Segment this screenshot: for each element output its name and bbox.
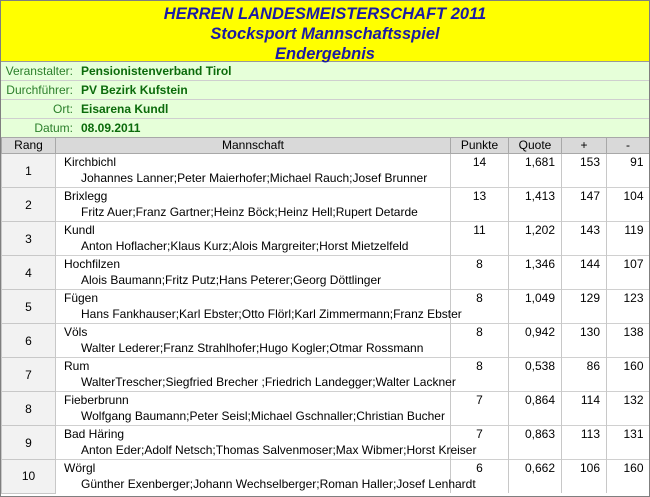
rank-cell: 5 — [2, 290, 56, 324]
empty-cell — [607, 272, 650, 290]
team-name: Brixlegg — [56, 188, 451, 205]
empty-cell — [607, 442, 650, 460]
plus-cell: 153 — [562, 154, 607, 171]
quota-cell: 0,662 — [509, 460, 562, 477]
event-info — [1, 61, 649, 137]
team-name: Fügen — [56, 290, 451, 307]
empty-cell — [509, 340, 562, 358]
empty-cell — [607, 340, 650, 358]
points-cell: 14 — [451, 154, 509, 171]
players-row — [2, 408, 650, 426]
players-row — [2, 238, 650, 256]
minus-cell: 131 — [607, 426, 650, 443]
quota-cell: 0,538 — [509, 358, 562, 375]
empty-cell — [607, 408, 650, 426]
rank-cell: 7 — [2, 358, 56, 392]
empty-cell — [451, 374, 509, 392]
plus-cell: 114 — [562, 392, 607, 409]
empty-cell — [562, 238, 607, 256]
players-list: Fritz Auer;Franz Gartner;Heinz Böck;Heinz Hell;Rupert Detarde — [81, 205, 418, 219]
rank-cell: 2 — [2, 188, 56, 222]
table-row — [2, 392, 650, 409]
empty-cell — [562, 306, 607, 324]
players-list: Johannes Lanner;Peter Maierhofer;Michael Rauch;Josef Brunner — [81, 171, 428, 185]
rank-cell: 4 — [2, 256, 56, 290]
quota-cell: 1,346 — [509, 256, 562, 273]
players-row — [2, 442, 650, 460]
empty-cell — [509, 442, 562, 460]
team-name: Völs — [56, 324, 451, 341]
empty-cell — [562, 408, 607, 426]
points-cell: 6 — [451, 460, 509, 477]
empty-cell — [607, 170, 650, 188]
team-name: Bad Häring — [56, 426, 451, 443]
minus-cell: 138 — [607, 324, 650, 341]
info-value: Pensionistenverband Tirol — [81, 64, 232, 78]
empty-cell — [562, 442, 607, 460]
empty-cell — [451, 238, 509, 256]
info-value: Eisarena Kundl — [81, 102, 169, 116]
players-row — [2, 272, 650, 290]
info-label: Durchführer: — [6, 83, 73, 97]
minus-cell: 123 — [607, 290, 650, 307]
title-banner — [1, 1, 649, 61]
empty-cell — [509, 306, 562, 324]
quota-cell: 1,413 — [509, 188, 562, 205]
column-header-minus: - — [607, 138, 650, 154]
title-line-1: HERREN LANDESMEISTERSCHAFT 2011 — [163, 5, 487, 23]
plus-cell: 113 — [562, 426, 607, 443]
table-row — [2, 460, 650, 477]
players-list: Wolfgang Baumann;Peter Seisl;Michael Gschnaller;Christian Bucher — [81, 409, 445, 423]
points-cell: 8 — [451, 358, 509, 375]
empty-cell — [562, 476, 607, 493]
table-row — [2, 290, 650, 307]
info-row-location — [1, 100, 649, 119]
info-label: Ort: — [53, 102, 73, 116]
empty-cell — [451, 340, 509, 358]
plus-cell: 106 — [562, 460, 607, 477]
minus-cell: 104 — [607, 188, 650, 205]
empty-cell — [509, 476, 562, 493]
team-name: Kundl — [56, 222, 451, 239]
table-row — [2, 154, 650, 171]
column-header-quota: Quote — [509, 138, 562, 154]
players-row — [2, 476, 650, 493]
empty-cell — [562, 374, 607, 392]
table-row — [2, 324, 650, 341]
empty-cell — [607, 374, 650, 392]
minus-cell: 119 — [607, 222, 650, 239]
rank-cell: 1 — [2, 154, 56, 188]
points-cell: 7 — [451, 426, 509, 443]
column-header-team: Mannschaft — [56, 138, 451, 154]
rank-cell: 9 — [2, 426, 56, 460]
quota-cell: 1,202 — [509, 222, 562, 239]
players-list: Hans Fankhauser;Karl Ebster;Otto Flörl;Karl Zimmermann;Franz Ebster — [81, 307, 462, 321]
players-list: WalterTrescher;Siegfried Brecher ;Friedrich Landegger;Walter Lackner — [81, 375, 456, 389]
empty-cell — [451, 204, 509, 222]
points-cell: 7 — [451, 392, 509, 409]
players-list: Anton Hoflacher;Klaus Kurz;Alois Margreiter;Horst Mietzelfeld — [81, 239, 409, 253]
players-list: Walter Lederer;Franz Strahlhofer;Hugo Kogler;Otmar Rossmann — [81, 341, 424, 355]
players-list: Alois Baumann;Fritz Putz;Hans Peterer;Georg Döttlinger — [81, 273, 382, 287]
info-row-organizer — [1, 62, 649, 81]
team-name: Hochfilzen — [56, 256, 451, 273]
quota-cell: 0,942 — [509, 324, 562, 341]
info-value: 08.09.2011 — [81, 121, 141, 135]
info-label: Veranstalter: — [5, 64, 73, 78]
empty-cell — [562, 272, 607, 290]
team-name: Fieberbrunn — [56, 392, 451, 409]
rank-cell: 10 — [2, 460, 56, 494]
plus-cell: 129 — [562, 290, 607, 307]
empty-cell — [607, 476, 650, 493]
quota-cell: 1,049 — [509, 290, 562, 307]
column-header-rank: Rang — [2, 138, 56, 154]
quota-cell: 0,863 — [509, 426, 562, 443]
table-header-row — [2, 138, 650, 154]
team-name: Wörgl — [56, 460, 451, 477]
rank-cell: 6 — [2, 324, 56, 358]
empty-cell — [509, 408, 562, 426]
plus-cell: 147 — [562, 188, 607, 205]
column-header-plus: + — [562, 138, 607, 154]
results-body — [2, 154, 650, 494]
players-list: Anton Eder;Adolf Netsch;Thomas Salvenmoser;Max Wibmer;Horst Kreiser — [81, 443, 477, 457]
table-row — [2, 256, 650, 273]
table-row — [2, 358, 650, 375]
empty-cell — [509, 238, 562, 256]
info-row-executor — [1, 81, 649, 100]
info-row-date — [1, 119, 649, 137]
empty-cell — [607, 204, 650, 222]
column-header-points: Punkte — [451, 138, 509, 154]
players-row — [2, 340, 650, 358]
info-value: PV Bezirk Kufstein — [81, 83, 188, 97]
points-cell: 8 — [451, 324, 509, 341]
players-list: Günther Exenberger;Johann Wechselberger;Roman Haller;Josef Lenhardt — [81, 477, 476, 491]
rank-cell: 3 — [2, 222, 56, 256]
points-cell: 8 — [451, 290, 509, 307]
plus-cell: 143 — [562, 222, 607, 239]
points-cell: 11 — [451, 222, 509, 239]
empty-cell — [509, 272, 562, 290]
minus-cell: 160 — [607, 358, 650, 375]
title-line-3: Endergebnis — [275, 45, 375, 63]
minus-cell: 160 — [607, 460, 650, 477]
empty-cell — [509, 170, 562, 188]
empty-cell — [509, 374, 562, 392]
empty-cell — [562, 170, 607, 188]
points-cell: 8 — [451, 256, 509, 273]
players-row — [2, 374, 650, 392]
quota-cell: 0,864 — [509, 392, 562, 409]
plus-cell: 86 — [562, 358, 607, 375]
players-row — [2, 170, 650, 188]
table-row — [2, 426, 650, 443]
players-row — [2, 306, 650, 324]
empty-cell — [451, 170, 509, 188]
team-name: Kirchbichl — [56, 154, 451, 171]
table-row — [2, 222, 650, 239]
team-name: Rum — [56, 358, 451, 375]
table-row — [2, 188, 650, 205]
title-line-2: Stocksport Mannschaftsspiel — [210, 25, 440, 43]
plus-cell: 130 — [562, 324, 607, 341]
empty-cell — [451, 272, 509, 290]
empty-cell — [607, 306, 650, 324]
minus-cell: 132 — [607, 392, 650, 409]
players-row — [2, 204, 650, 222]
empty-cell — [607, 238, 650, 256]
quota-cell: 1,681 — [509, 154, 562, 171]
info-label: Datum: — [34, 121, 73, 135]
empty-cell — [509, 204, 562, 222]
plus-cell: 144 — [562, 256, 607, 273]
minus-cell: 91 — [607, 154, 650, 171]
minus-cell: 107 — [607, 256, 650, 273]
empty-cell — [451, 408, 509, 426]
rank-cell: 8 — [2, 392, 56, 426]
empty-cell — [562, 340, 607, 358]
empty-cell — [562, 204, 607, 222]
results-table — [1, 137, 650, 494]
points-cell: 13 — [451, 188, 509, 205]
